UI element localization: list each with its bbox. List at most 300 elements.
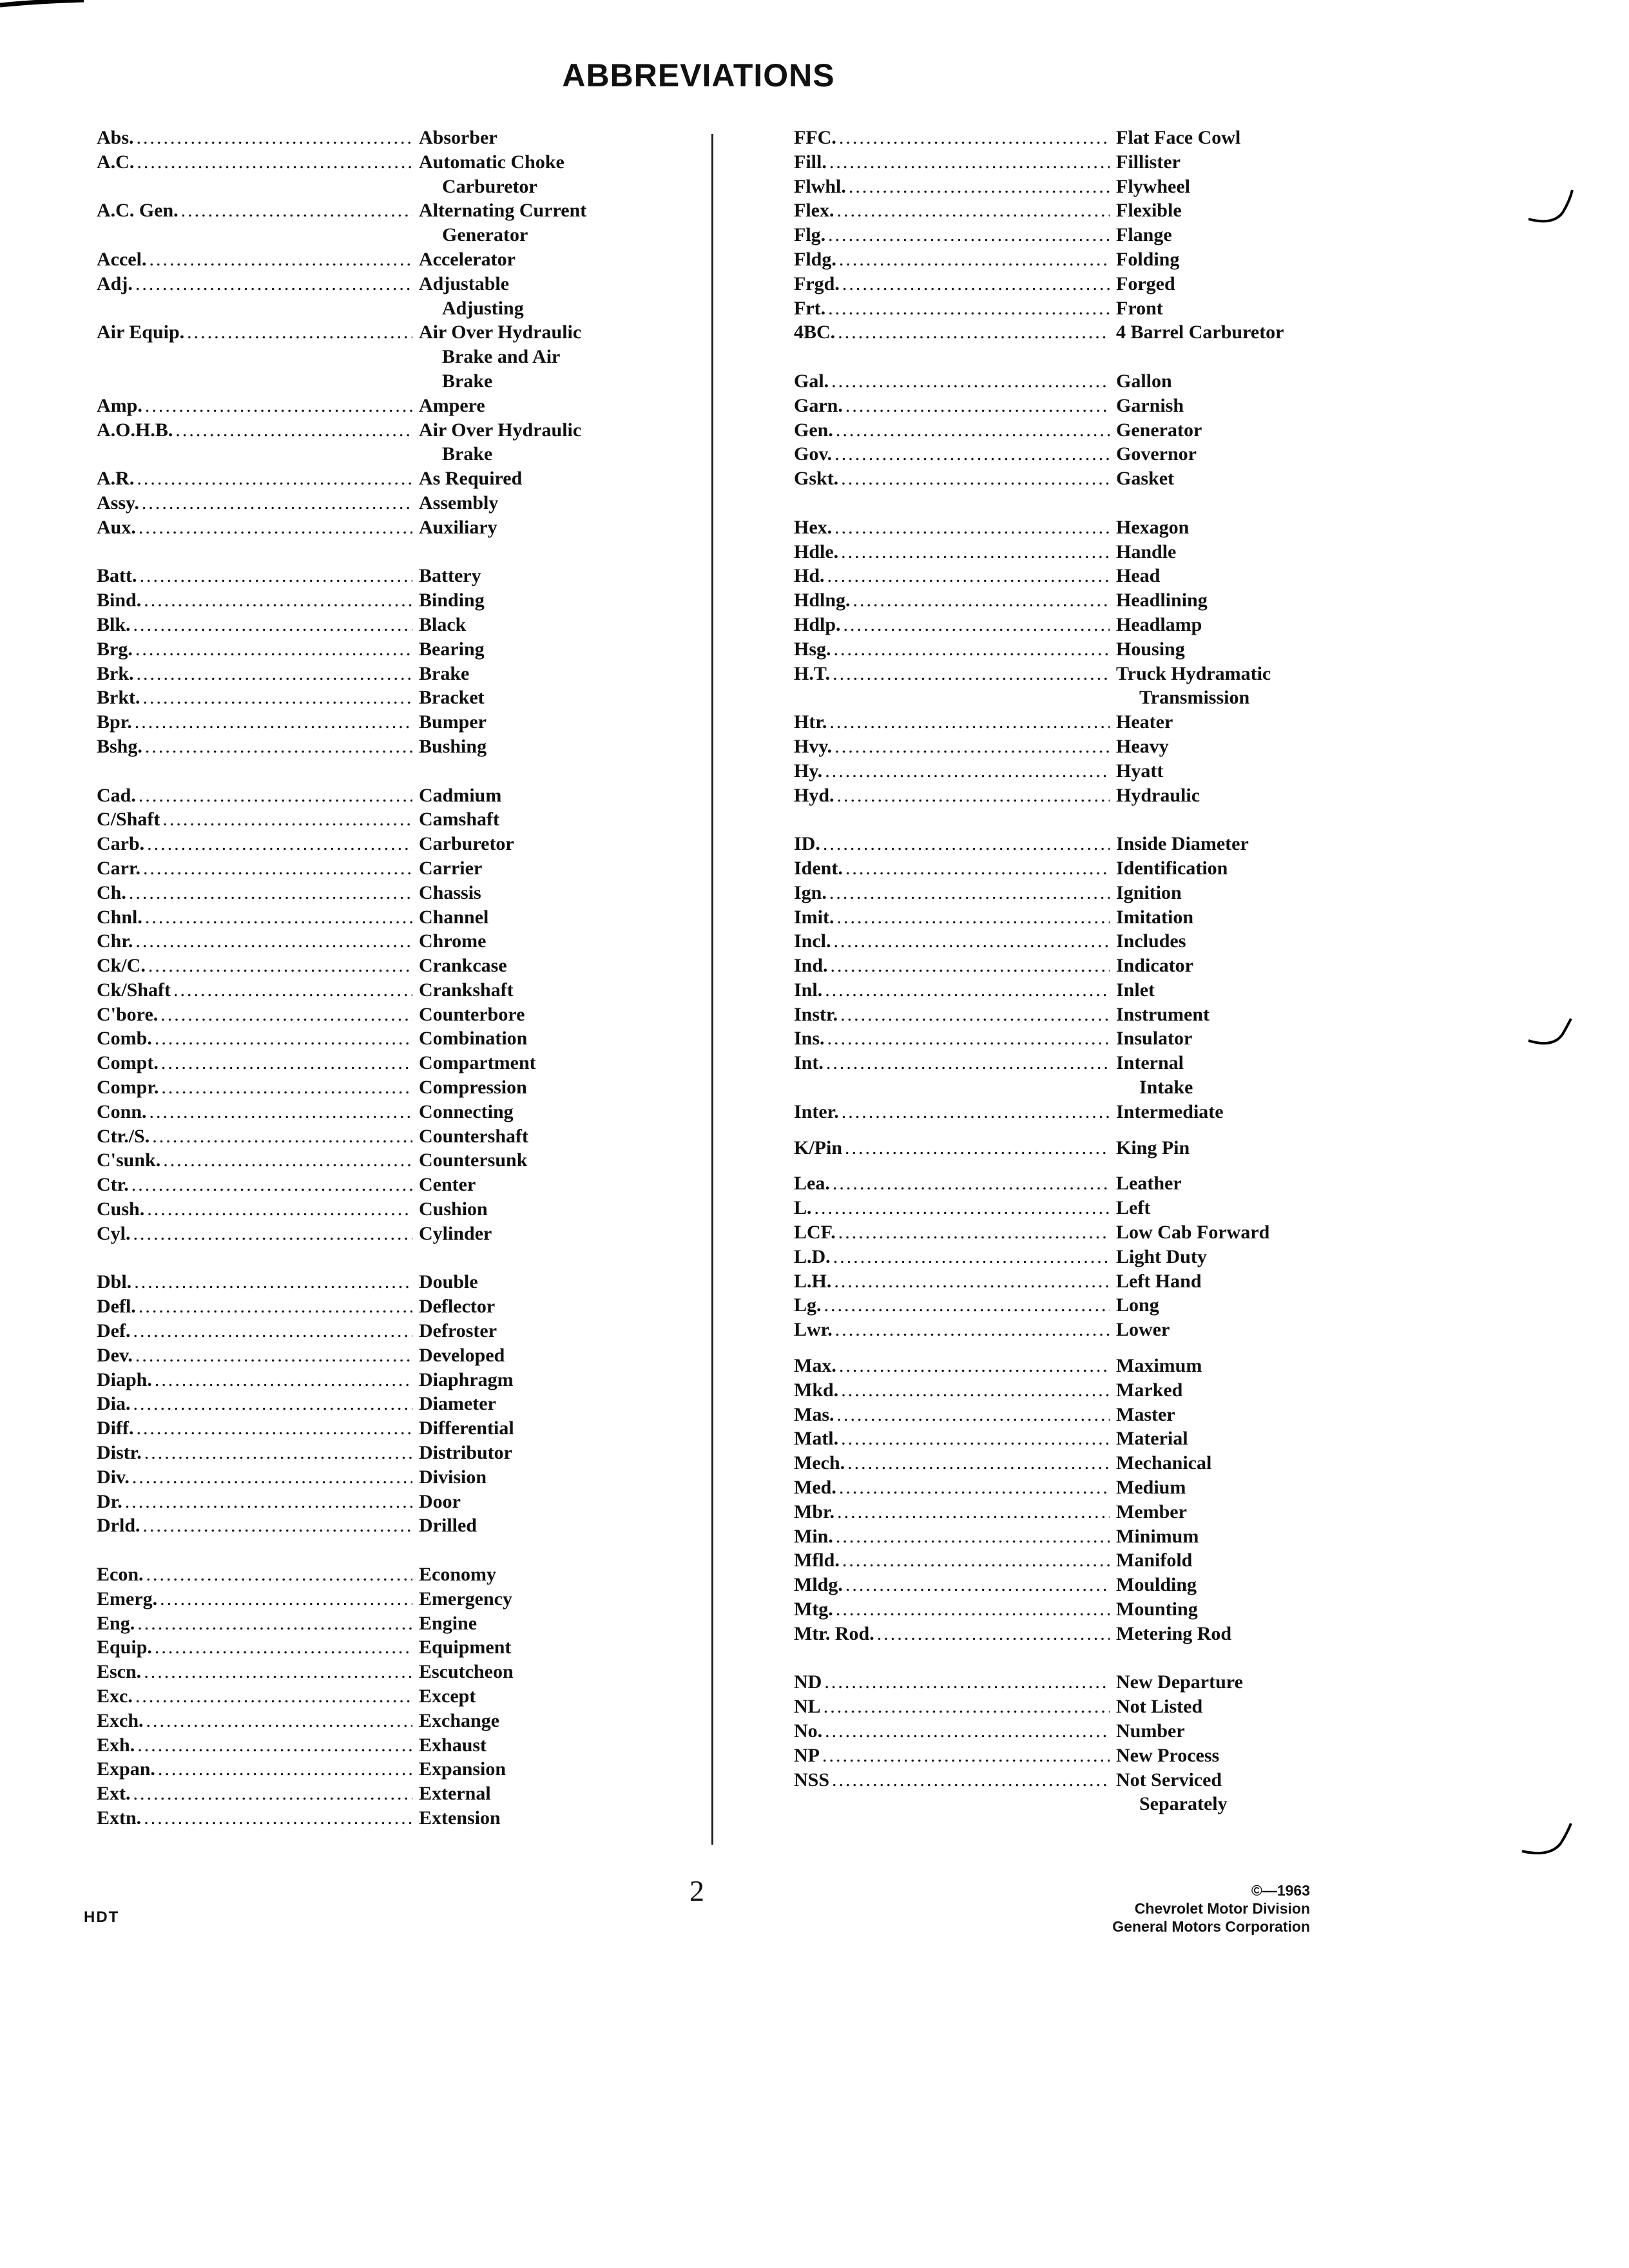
abbreviation-meaning <box>1116 1136 1374 1160</box>
dot-leader <box>160 807 412 832</box>
abbreviation-entry <box>794 1354 1374 1378</box>
abbreviation-term-cell <box>97 150 419 175</box>
abbreviation-term: Econ. <box>97 1564 144 1586</box>
abbreviation-entry <box>794 1622 1374 1646</box>
meaning-line: Head <box>1116 565 1161 587</box>
abbreviation-entry <box>97 881 651 905</box>
dot-leader <box>144 1709 412 1733</box>
abbreviation-entry <box>97 1197 651 1222</box>
abbreviation-meaning <box>419 929 651 954</box>
dot-leader <box>159 1051 412 1075</box>
meaning-line: Left Hand <box>1116 1270 1202 1292</box>
abbreviation-meaning <box>419 832 651 856</box>
meaning-line: Generator <box>442 224 528 246</box>
dot-leader <box>820 1744 1110 1768</box>
abbreviation-entry <box>794 320 1374 345</box>
meaning-line: Except <box>419 1686 476 1707</box>
dot-leader <box>822 759 1110 783</box>
section-gap <box>794 1124 1374 1136</box>
dot-leader <box>152 1026 412 1051</box>
abbreviation-entry <box>97 832 651 856</box>
check-mark-2 <box>1527 1015 1579 1053</box>
abbreviation-entry <box>794 1171 1374 1196</box>
dot-leader <box>838 1378 1110 1403</box>
abbreviation-term: Chr. <box>97 930 133 952</box>
dot-leader <box>874 1622 1110 1646</box>
abbreviation-term-cell <box>97 905 419 930</box>
abbreviation-entry <box>97 1465 651 1490</box>
abbreviation-meaning <box>1116 175 1374 199</box>
dot-leader <box>144 1562 412 1587</box>
abbreviation-entry <box>97 1148 651 1173</box>
abbreviation-term-cell <box>794 198 1116 223</box>
abbreviation-meaning <box>1116 929 1374 954</box>
meaning-line: Escutcheon <box>419 1661 514 1683</box>
meaning-line: Chrome <box>419 930 487 952</box>
abbreviation-entry <box>97 710 651 735</box>
dot-leader <box>134 150 412 175</box>
abbreviation-entry <box>794 1051 1374 1100</box>
abbreviation-meaning <box>419 1587 651 1611</box>
abbreviation-term-cell <box>97 1222 419 1246</box>
abbreviation-term-cell <box>794 905 1116 930</box>
check-mark-1 <box>1527 187 1579 238</box>
abbreviation-entry <box>97 1490 651 1514</box>
abbreviation-term: Fill. <box>794 151 827 173</box>
meaning-line: Brake <box>442 370 493 392</box>
meaning-line: Cushion <box>419 1198 488 1220</box>
abbreviation-term: Lg. <box>794 1294 822 1316</box>
abbreviation-entry <box>794 613 1374 637</box>
abbreviation-meaning <box>1116 1220 1374 1245</box>
dot-leader <box>838 1427 1110 1451</box>
abbreviation-entry <box>794 637 1374 662</box>
abbreviation-term-cell <box>97 1611 419 1636</box>
dot-leader <box>836 126 1110 150</box>
dot-leader <box>840 272 1110 296</box>
abbreviation-entry <box>97 954 651 978</box>
abbreviation-meaning <box>1116 662 1374 711</box>
abbreviation-term: Ins. <box>794 1028 825 1050</box>
abbreviation-meaning <box>1116 1051 1374 1100</box>
abbreviation-entry <box>794 540 1374 564</box>
abbreviation-term-cell <box>794 175 1116 199</box>
abbreviation-term-cell <box>97 320 419 345</box>
abbreviation-meaning <box>1116 1524 1374 1549</box>
abbreviation-term: Mtg. <box>794 1599 833 1620</box>
meaning-line: Truck Hydramatic <box>1116 662 1271 684</box>
meaning-line: Indicator <box>1116 955 1193 977</box>
abbreviation-entry <box>794 929 1374 954</box>
abbreviation-meaning <box>419 1222 651 1246</box>
meaning-line: Air Over Hydraulic <box>419 419 582 441</box>
dot-leader <box>829 1768 1110 1792</box>
abbreviation-term-cell <box>794 1451 1116 1475</box>
abbreviation-meaning <box>419 1490 651 1514</box>
dot-leader <box>141 588 412 613</box>
meaning-line: Carrier <box>419 857 483 879</box>
abbreviation-term: Cush. <box>97 1198 145 1220</box>
abbreviation-term-cell <box>794 588 1116 613</box>
abbreviation-entry <box>794 1475 1374 1500</box>
dot-leader <box>841 613 1110 637</box>
abbreviation-entry <box>794 783 1374 808</box>
abbreviation-meaning <box>1116 1695 1374 1719</box>
abbreviation-term: C'bore. <box>97 1003 159 1025</box>
abbreviation-term: Hvy. <box>794 735 833 757</box>
abbreviation-entry <box>794 735 1374 759</box>
section-gap <box>794 345 1374 369</box>
abbreviation-meaning <box>419 662 651 686</box>
meaning-line: Long <box>1116 1294 1159 1316</box>
abbreviation-term-cell <box>97 466 419 491</box>
dot-leader <box>822 978 1110 1003</box>
dot-leader <box>140 686 413 710</box>
dot-leader <box>160 1148 412 1173</box>
meaning-line: Chassis <box>419 881 481 903</box>
meaning-line: Defroster <box>419 1320 497 1342</box>
abbreviation-term: Htr. <box>794 711 827 733</box>
dot-leader <box>131 1270 412 1294</box>
abbreviation-term-cell <box>794 1003 1116 1027</box>
abbreviation-meaning <box>419 1343 651 1368</box>
abbreviation-meaning <box>419 491 651 515</box>
dot-leader <box>137 564 413 588</box>
section-gap <box>794 491 1374 515</box>
abbreviation-term-cell <box>794 1695 1116 1719</box>
page-number: 2 <box>689 1874 704 1907</box>
abbreviation-term: Comb. <box>97 1028 152 1050</box>
abbreviation-meaning <box>419 954 651 978</box>
abbreviation-entry <box>794 175 1374 199</box>
abbreviation-entry <box>97 1587 651 1611</box>
abbreviation-term-cell <box>794 442 1116 466</box>
abbreviation-term-cell <box>97 1416 419 1441</box>
meaning-line: Camshaft <box>419 809 499 831</box>
abbreviation-meaning <box>419 150 651 199</box>
abbreviation-entry <box>97 1270 651 1294</box>
abbreviation-term: Med. <box>794 1477 836 1499</box>
abbreviation-term-cell <box>97 929 419 954</box>
dot-leader <box>184 320 412 345</box>
abbreviation-meaning <box>1116 369 1374 394</box>
abbreviation-entry <box>97 126 651 150</box>
abbreviation-term-cell <box>794 1245 1116 1269</box>
dot-leader <box>821 1695 1110 1719</box>
abbreviation-term-cell <box>97 662 419 686</box>
abbreviation-term-cell <box>97 1100 419 1124</box>
abbreviation-term-cell <box>794 223 1116 247</box>
abbreviation-term-cell <box>794 735 1116 759</box>
abbreviation-term: Batt. <box>97 565 137 587</box>
section-gap <box>97 759 651 783</box>
meaning-line: Gallon <box>1116 370 1172 392</box>
abbreviation-term: Cad. <box>97 784 136 806</box>
meaning-line: Front <box>1116 297 1163 319</box>
abbreviation-term: Exh. <box>97 1734 135 1756</box>
meaning-line: As Required <box>419 468 523 490</box>
meaning-line: Flange <box>1116 224 1172 246</box>
meaning-line: Compression <box>419 1077 527 1099</box>
abbreviation-meaning <box>419 735 651 759</box>
abbreviation-term-cell <box>794 418 1116 443</box>
abbreviation-term: Mas. <box>794 1403 834 1425</box>
abbreviation-term-cell <box>97 1562 419 1587</box>
meaning-line: Crankcase <box>419 955 507 977</box>
abbreviation-meaning <box>1116 150 1374 175</box>
abbreviation-meaning <box>1116 1100 1374 1124</box>
dot-leader <box>832 515 1110 540</box>
dot-leader <box>122 1490 412 1514</box>
abbreviation-term-cell <box>794 1719 1116 1744</box>
abbreviation-term-cell <box>97 856 419 881</box>
abbreviation-meaning <box>419 1368 651 1392</box>
abbreviation-term-cell <box>794 613 1116 637</box>
meaning-line: Headlining <box>1116 590 1208 611</box>
abbreviation-entry <box>97 491 651 515</box>
abbreviation-term-cell <box>794 662 1116 686</box>
meaning-line: Moulding <box>1116 1574 1197 1596</box>
abbreviation-term: Mbr. <box>794 1501 835 1523</box>
abbreviation-meaning <box>1116 1318 1374 1342</box>
abbreviation-entry <box>97 1635 651 1660</box>
dot-leader <box>824 1051 1110 1075</box>
abbreviation-list-left <box>97 126 651 1831</box>
abbreviation-entry <box>97 1319 651 1343</box>
abbreviation-term: Dr. <box>97 1490 122 1512</box>
abbreviation-entry <box>794 223 1374 247</box>
abbreviation-entry <box>794 1719 1374 1744</box>
abbreviation-meaning <box>419 515 651 540</box>
scan-mark-top-left <box>0 0 90 13</box>
abbreviation-term: Bpr. <box>97 711 132 733</box>
abbreviation-meaning <box>1116 1451 1374 1475</box>
abbreviation-meaning <box>419 1465 651 1490</box>
abbreviation-entry <box>97 1611 651 1636</box>
abbreviation-term-cell <box>794 540 1116 564</box>
abbreviation-entry <box>794 1026 1374 1051</box>
abbreviation-meaning <box>1116 466 1374 491</box>
abbreviation-term-cell <box>794 1220 1116 1245</box>
abbreviation-meaning <box>419 1148 651 1173</box>
abbreviation-meaning <box>419 1100 651 1124</box>
abbreviation-entry <box>794 1269 1374 1294</box>
dot-leader <box>136 1294 412 1319</box>
section-gap <box>97 1538 651 1562</box>
abbreviation-term-cell <box>794 247 1116 272</box>
abbreviation-term-cell <box>97 1075 419 1100</box>
abbreviation-term-cell <box>97 418 419 443</box>
abbreviation-meaning <box>419 613 651 637</box>
abbreviation-meaning <box>419 783 651 808</box>
abbreviation-meaning <box>419 1733 651 1758</box>
dot-leader <box>133 929 412 954</box>
dot-leader <box>825 564 1110 588</box>
dot-leader <box>820 832 1110 856</box>
abbreviation-term: Lwr. <box>794 1319 833 1341</box>
meaning-line: Brake and Air <box>442 346 561 368</box>
abbreviation-entry <box>97 1562 651 1587</box>
abbreviation-entry <box>794 1768 1374 1817</box>
abbreviation-term: Hex. <box>794 516 833 538</box>
meaning-line: Battery <box>419 565 481 587</box>
dot-leader <box>840 1548 1110 1573</box>
abbreviation-term-cell <box>794 296 1116 321</box>
meaning-line: Bracket <box>419 687 485 709</box>
abbreviation-meaning <box>419 1075 651 1100</box>
abbreviation-term: Air Equip. <box>97 322 185 343</box>
abbreviation-term-cell <box>97 1003 419 1027</box>
dot-leader <box>832 735 1110 759</box>
abbreviation-term: Matl. <box>794 1428 839 1450</box>
abbreviation-term: Carb. <box>97 833 145 855</box>
abbreviation-term: Hdlng. <box>794 590 851 611</box>
abbreviation-meaning <box>419 247 651 272</box>
abbreviation-meaning <box>1116 954 1374 978</box>
abbreviation-term-cell <box>794 929 1116 954</box>
abbreviation-entry <box>794 126 1374 150</box>
abbreviation-term-cell <box>97 710 419 735</box>
abbreviation-meaning <box>1116 564 1374 588</box>
meaning-line: Minimum <box>1116 1525 1199 1547</box>
dot-leader <box>833 418 1110 443</box>
meaning-line: Center <box>419 1174 476 1196</box>
abbreviation-term: Flg. <box>794 224 826 246</box>
abbreviation-meaning <box>419 1514 651 1538</box>
abbreviation-term-cell <box>97 954 419 978</box>
dot-leader <box>834 1500 1110 1524</box>
abbreviation-term-cell <box>97 394 419 418</box>
abbreviation-term: L.H. <box>794 1270 832 1292</box>
abbreviation-entry <box>97 1075 651 1100</box>
abbreviation-meaning <box>1116 637 1374 662</box>
abbreviation-entry <box>794 978 1374 1003</box>
abbreviation-meaning <box>419 1026 651 1051</box>
abbreviation-term: K/Pin <box>794 1137 843 1158</box>
abbreviation-meaning <box>1116 1026 1374 1051</box>
abbreviation-term: Frt. <box>794 297 826 319</box>
abbreviation-term: 4BC. <box>794 322 836 343</box>
dot-leader <box>142 1441 412 1465</box>
meaning-line: Headlamp <box>1116 613 1202 635</box>
dot-leader <box>827 881 1110 905</box>
meaning-line: Flat Face Cowl <box>1116 127 1241 148</box>
abbreviation-entry <box>794 1548 1374 1573</box>
meaning-line: Door <box>419 1490 461 1512</box>
abbreviation-entry <box>794 1524 1374 1549</box>
abbreviation-meaning <box>1116 759 1374 783</box>
abbreviation-meaning <box>419 394 651 418</box>
abbreviation-entry <box>794 1695 1374 1719</box>
abbreviation-meaning <box>1116 1622 1374 1646</box>
abbreviation-entry <box>794 1744 1374 1768</box>
abbreviation-term: Flwhl. <box>794 175 846 197</box>
abbreviation-entry <box>97 1660 651 1684</box>
abbreviation-term: Dbl. <box>97 1271 132 1293</box>
dot-leader <box>833 1597 1110 1622</box>
dot-leader <box>838 540 1110 564</box>
abbreviation-term: Extn. <box>97 1807 142 1829</box>
meaning-line: Auxiliary <box>419 516 497 538</box>
dot-leader <box>846 175 1110 199</box>
meaning-line: Adjusting <box>442 297 524 319</box>
meaning-line: Housing <box>1116 638 1185 660</box>
abbreviation-term-cell <box>97 126 419 150</box>
abbreviation-term-cell <box>794 1427 1116 1451</box>
dot-leader <box>178 198 412 223</box>
abbreviation-meaning <box>1116 881 1374 905</box>
abbreviation-term: Accel. <box>97 248 147 270</box>
abbreviation-term: Ident. <box>794 857 843 879</box>
dot-leader <box>829 369 1110 394</box>
abbreviation-entry <box>97 856 651 881</box>
abbreviation-entry <box>794 1378 1374 1403</box>
abbreviation-term-cell <box>97 783 419 808</box>
abbreviation-entry <box>97 1782 651 1806</box>
abbreviation-entry <box>97 1709 651 1733</box>
abbreviation-term-cell <box>97 1392 419 1416</box>
abbreviation-entry <box>794 1293 1374 1318</box>
meaning-line: Marked <box>1116 1379 1183 1401</box>
abbreviation-term: A.C. Gen. <box>97 200 178 222</box>
dot-leader <box>834 198 1110 223</box>
abbreviation-meaning <box>419 1782 651 1806</box>
meaning-line: Ignition <box>1116 881 1182 903</box>
abbreviation-term: Garn. <box>794 394 843 416</box>
abbreviation-entry <box>97 1806 651 1831</box>
footer-code: HDT <box>84 1908 120 1926</box>
abbreviation-meaning <box>1116 783 1374 808</box>
meaning-line: Carburetor <box>419 833 514 855</box>
abbreviation-term: NL <box>794 1696 821 1718</box>
abbreviation-term-cell <box>794 1524 1116 1549</box>
abbreviation-term-cell <box>794 783 1116 808</box>
abbreviation-entry <box>97 1416 651 1441</box>
abbreviation-entry <box>97 686 651 710</box>
meaning-line: Extension <box>419 1807 501 1829</box>
abbreviation-term-cell <box>794 1573 1116 1597</box>
dot-leader <box>129 1173 412 1197</box>
abbreviation-term: Def. <box>97 1320 131 1342</box>
meaning-line: Low Cab Forward <box>1116 1222 1270 1244</box>
meaning-line: Accelerator <box>419 248 516 270</box>
dot-leader <box>146 247 412 272</box>
meaning-line: Medium <box>1116 1477 1186 1499</box>
dot-leader <box>851 588 1110 613</box>
meaning-line: Number <box>1116 1720 1185 1742</box>
abbreviation-term: Gal. <box>794 370 829 392</box>
abbreviation-meaning <box>1116 418 1374 443</box>
abbreviation-term: A.R. <box>97 468 135 490</box>
abbreviation-meaning <box>419 564 651 588</box>
meaning-line: Compartment <box>419 1052 536 1074</box>
abbreviation-term: Mech. <box>794 1452 845 1474</box>
abbreviation-meaning <box>419 1003 651 1027</box>
abbreviation-term-cell <box>794 369 1116 394</box>
abbreviation-term-cell <box>794 1744 1116 1768</box>
abbreviation-term: Imit. <box>794 906 834 928</box>
meaning-line: Ampere <box>419 394 485 416</box>
abbreviation-entry <box>97 1003 651 1027</box>
abbreviation-term: Hdle. <box>794 541 839 562</box>
abbreviation-term: Mldg. <box>794 1574 843 1596</box>
dot-leader <box>146 954 412 978</box>
dot-leader <box>134 466 412 491</box>
abbreviation-term-cell <box>97 1587 419 1611</box>
meaning-line: Engine <box>419 1612 477 1634</box>
abbreviation-meaning <box>419 418 651 467</box>
abbreviation-term: Adj. <box>97 273 133 294</box>
